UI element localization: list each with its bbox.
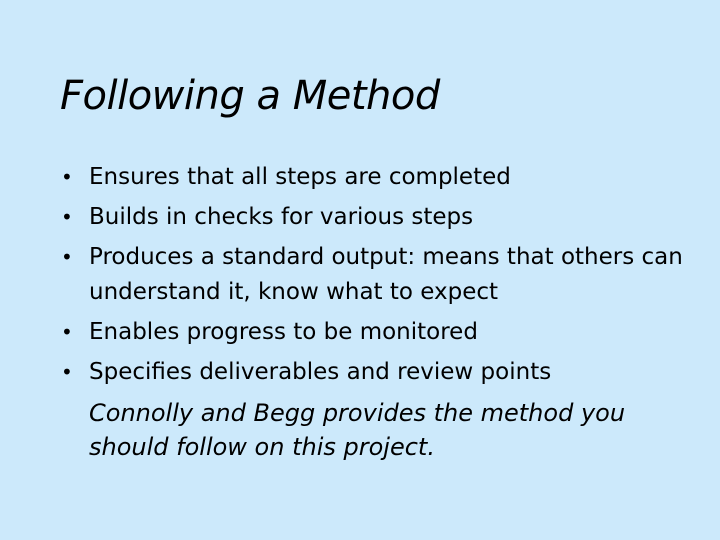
bullet-item (60, 355, 700, 390)
bullet-text: Produces a standard output: means that others can understand it, know what to expect (89, 244, 683, 305)
bullet-marker: • (61, 245, 73, 269)
bullet-text: Enables progress to be monitored (89, 319, 478, 345)
bullet-marker: • (61, 205, 73, 229)
bullet-item (60, 240, 700, 310)
bullet-text: Specifies deliverables and review points (89, 359, 552, 385)
bullet-item (60, 200, 700, 235)
bullet-item (60, 160, 700, 195)
bullet-text: Ensures that all steps are completed (89, 164, 511, 190)
method-note: Connolly and Begg provides the method you should follow on this project. (89, 399, 626, 461)
bullet-marker: • (61, 320, 73, 344)
bullet-item (60, 315, 700, 350)
bullet-marker: • (61, 360, 73, 384)
bullet-text: Builds in checks for various steps (89, 204, 474, 230)
slide-title: Following a Method (60, 73, 440, 119)
bullet-marker: • (61, 165, 73, 189)
bullet-list (60, 160, 700, 395)
